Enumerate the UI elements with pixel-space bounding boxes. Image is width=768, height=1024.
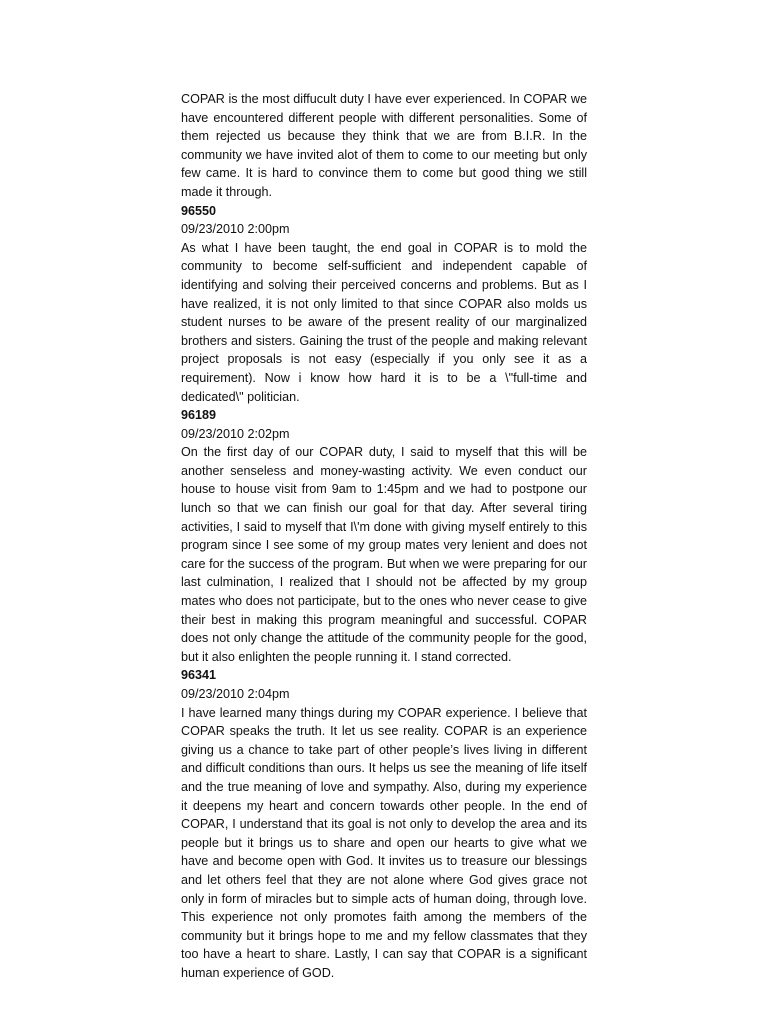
entry-timestamp: 09/23/2010 2:02pm (181, 426, 290, 441)
entry-id: 96189 (181, 408, 217, 423)
entry-text: On the first day of our COPAR duty, I said to myself that this will be another senseless and money-wasting activity. We even conduct our house to house visit from 9am to 1:45pm and we had to postpone our lunch so that we can finish our goal for that day. After several tiring activities, I said to myself that I\'m done with giving myself entirely to this program since I see some of my group mates very lenient and does not care for the success of the program. But when we were preparing for our last culmination, I realized that I should not be affected by my group mates who does not participate, but to the ones who never cease to give their best in making this program meaningful and successful. COPAR does not only change the attitude of the community people for the good, but it also enlighten the people running it. I stand corrected. (181, 445, 587, 664)
entry-id: 96550 (181, 203, 217, 218)
document-page (181, 90, 587, 983)
entry-timestamp: 09/23/2010 2:04pm (181, 687, 290, 701)
intro-paragraph: COPAR is the most diffucult duty I have ever experienced. In COPAR we have encountered different people with different personalities. Some of them rejected us because they think that we are from B.I.R. In the community we have invited alot of them to come to our meeting but only few came. It is hard to convince them to come but good thing we still made it through. (181, 92, 587, 199)
entry (181, 406, 587, 666)
entry-text: As what I have been taught, the end goal in COPAR is to mold the community to become self-sufficient and independent capable of identifying and solving their perceived concerns and problems. But as I have realized, it is not only limited to that since COPAR also molds us student nurses to be aware of the present reality of our marginalized brothers and sisters. Gaining the trust of the people and making relevant project proposals is not easy (especially if you only see it as a requirement). Now i know how hard it is to be a \"full-time and dedicated\" politician. (181, 240, 587, 404)
entry (181, 666, 587, 982)
entry-id: 96341 (181, 668, 217, 683)
entry-text: I have learned many things during my COPAR experience. I believe that COPAR speaks the truth. It let us see reality. COPAR is an experience giving us a chance to take part of other people’s lives living in different and difficult conditions than ours. It helps us see the meaning of life itself and the true meaning of love and sympathy. Also, during my experience it deepens my heart and concern towards other people. In the end of COPAR, I understand that its goal is not only to develop the area and its people but it brings us to share and open our hearts to give what we have and become open with God. It invites us to treasure our blessings and let others feel that they are not alone where God gives grace not only in form of miracles but to simple acts of human doing, through love. This experience not only promotes faith among the members of the community but it brings hope to me and my fellow classmates that they too have a heart to share. Lastly, I can say that COPAR is a significant human experience of GOD. (181, 705, 587, 980)
entry-timestamp: 09/23/2010 2:00pm (181, 222, 290, 237)
entry (181, 202, 587, 407)
